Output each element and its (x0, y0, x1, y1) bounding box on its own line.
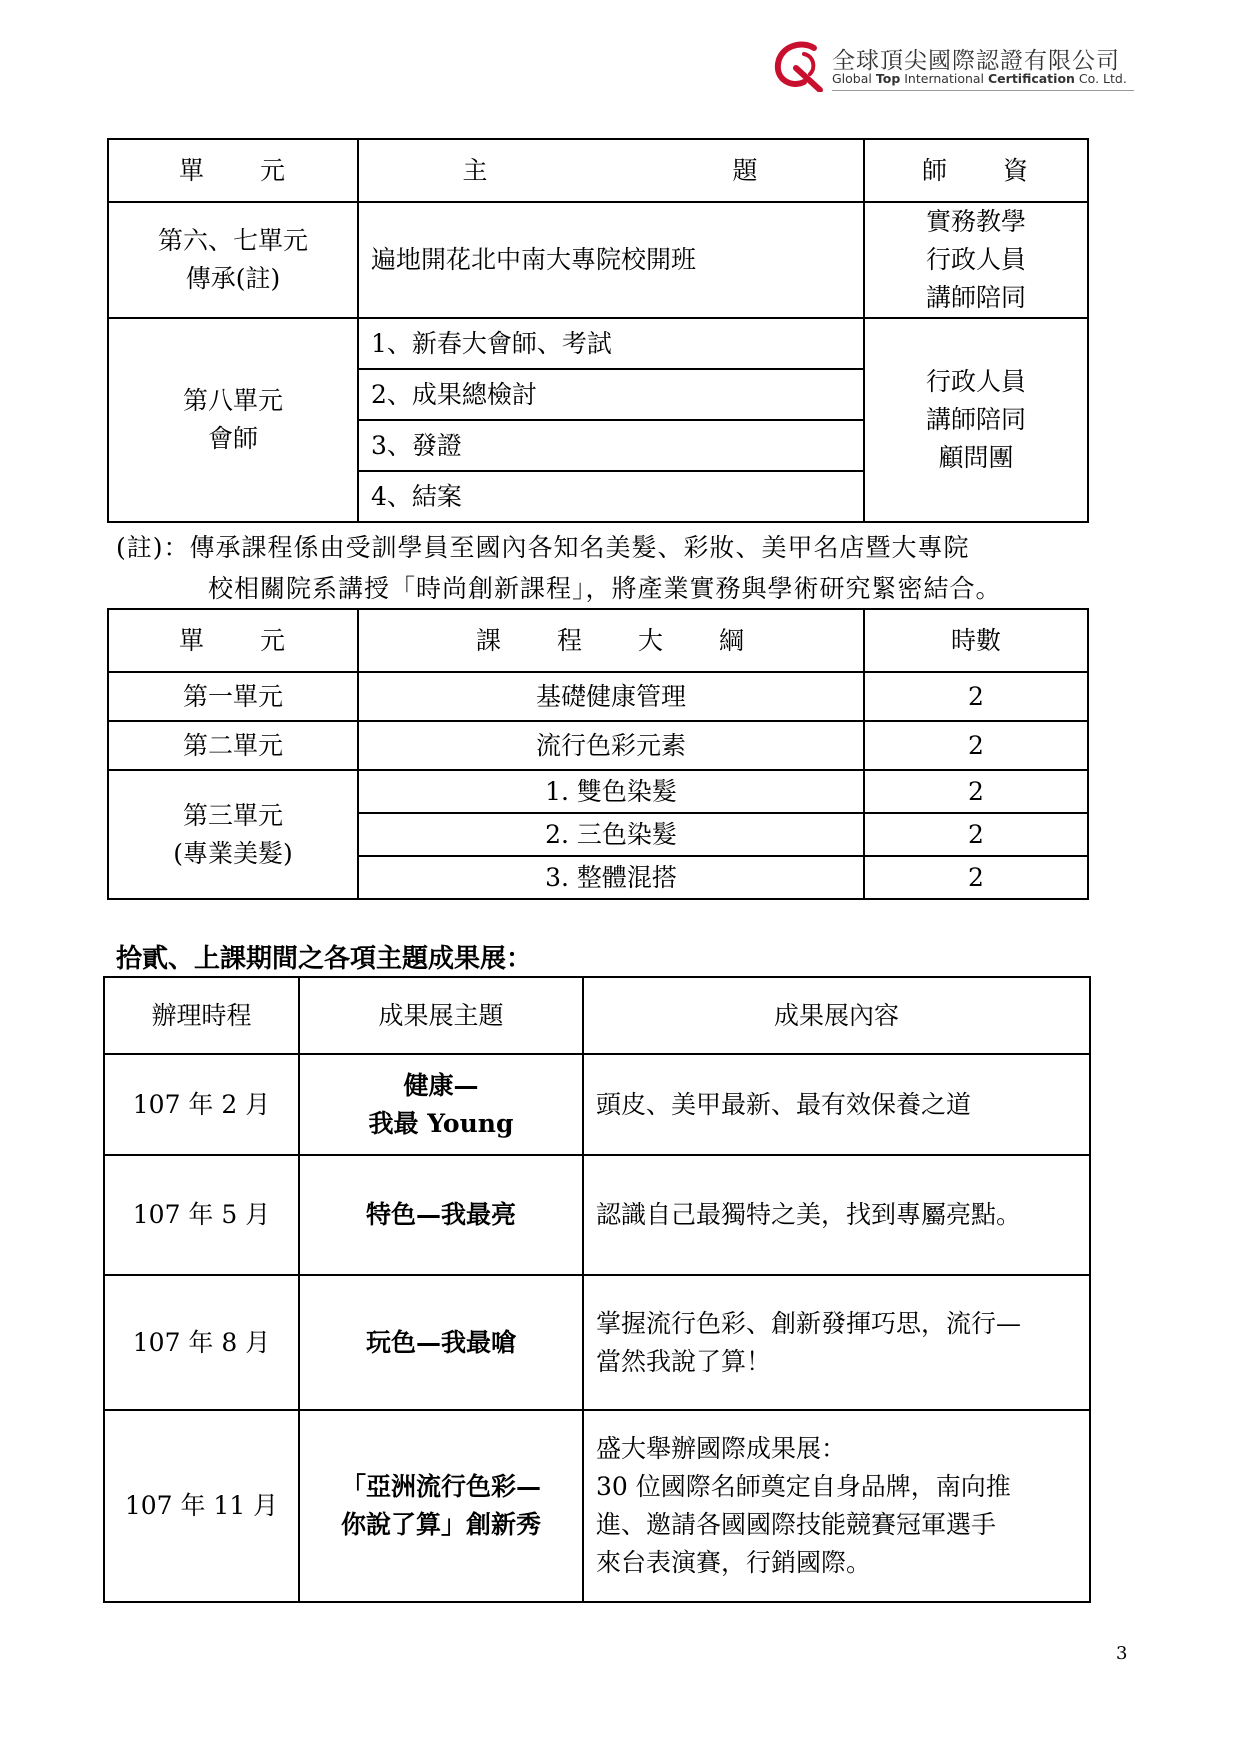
course-cell: 基礎健康管理 (358, 672, 864, 721)
course-outline-table (107, 608, 1089, 900)
unit-topic-table (107, 138, 1089, 523)
company-name-en: Global Top International Certification Co. Ltd. (832, 71, 1127, 86)
header-content: 成果展內容 (583, 977, 1090, 1054)
note-line-1: (註)：傳承課程係由受訓學員至國內各知名美髮、彩妝、美甲名店暨大專院 (116, 533, 970, 562)
note-line-2: 校相關院系講授「時尚創新課程」，將產業實務與學術研究緊密結合。 (208, 574, 1002, 603)
content-cell: 盛大舉辦國際成果展： 30 位國際名師奠定自身品牌，南向推 進、邀請各國國際技能競賽冠軍選手 來台表演賽，行銷國際。 (583, 1410, 1090, 1602)
teachers-cell: 實務教學 行政人員 講師陪同 (864, 202, 1088, 318)
course-cell: 流行色彩元素 (358, 721, 864, 770)
hours-cell: 2 (864, 721, 1088, 770)
theme-cell: 特色—我最亮 (299, 1155, 583, 1275)
date-cell: 107 年 8 月 (104, 1275, 299, 1410)
header-hours: 時數 (864, 609, 1088, 672)
company-name-cn: 全球頂尖國際認證有限公司 (832, 48, 1120, 74)
theme-cell: 健康— 我最 Young (299, 1054, 583, 1155)
topic-cell: 1、新春大會師、考試 (358, 318, 864, 369)
header-theme: 成果展主題 (299, 977, 583, 1054)
unit-cell: 第六、七單元 傳承(註) (108, 202, 358, 318)
hours-cell: 2 (864, 770, 1088, 813)
content-cell: 頭皮、美甲最新、最有效保養之道 (583, 1054, 1090, 1155)
hours-cell: 2 (864, 672, 1088, 721)
header-unit: 單 元 (108, 139, 358, 202)
topic-cell: 2、成果總檢討 (358, 369, 864, 420)
theme-cell: 玩色—我最嗆 (299, 1275, 583, 1410)
page-number: 3 (1116, 1643, 1128, 1664)
section-title: 拾貳、上課期間之各項主題成果展： (116, 944, 533, 974)
header-date: 辦理時程 (104, 977, 299, 1054)
header-teachers: 師 資 (864, 139, 1088, 202)
hours-cell: 2 (864, 856, 1088, 899)
hours-cell: 2 (864, 813, 1088, 856)
unit-cell: 第三單元 (專業美髮) (108, 770, 358, 899)
teachers-cell: 行政人員 講師陪同 顧問團 (864, 318, 1088, 522)
date-cell: 107 年 5 月 (104, 1155, 299, 1275)
unit-cell: 第八單元 會師 (108, 318, 358, 522)
header-course: 課 程 大 綱 (358, 609, 864, 672)
header-topic: 主 題 (358, 139, 864, 202)
theme-cell: 「亞洲流行色彩— 你說了算」創新秀 (299, 1410, 583, 1602)
company-logo (774, 40, 1134, 92)
header-unit: 單 元 (108, 609, 358, 672)
unit-cell: 第一單元 (108, 672, 358, 721)
course-cell: 3. 整體混搭 (358, 856, 864, 899)
content-cell: 認識自己最獨特之美，找到專屬亮點。 (583, 1155, 1090, 1275)
course-cell: 1. 雙色染髮 (358, 770, 864, 813)
topic-cell: 3、發證 (358, 420, 864, 471)
unit-cell: 第二單元 (108, 721, 358, 770)
topic-cell: 4、結案 (358, 471, 864, 522)
course-cell: 2. 三色染髮 (358, 813, 864, 856)
gtic-logo-icon (774, 40, 828, 92)
date-cell: 107 年 11 月 (104, 1410, 299, 1602)
date-cell: 107 年 2 月 (104, 1054, 299, 1155)
exhibition-table (103, 976, 1091, 1603)
content-cell: 掌握流行色彩、創新發揮巧思，流行— 當然我說了算！ (583, 1275, 1090, 1410)
topic-cell: 遍地開花北中南大專院校開班 (358, 202, 864, 318)
logo-divider (832, 90, 1134, 91)
